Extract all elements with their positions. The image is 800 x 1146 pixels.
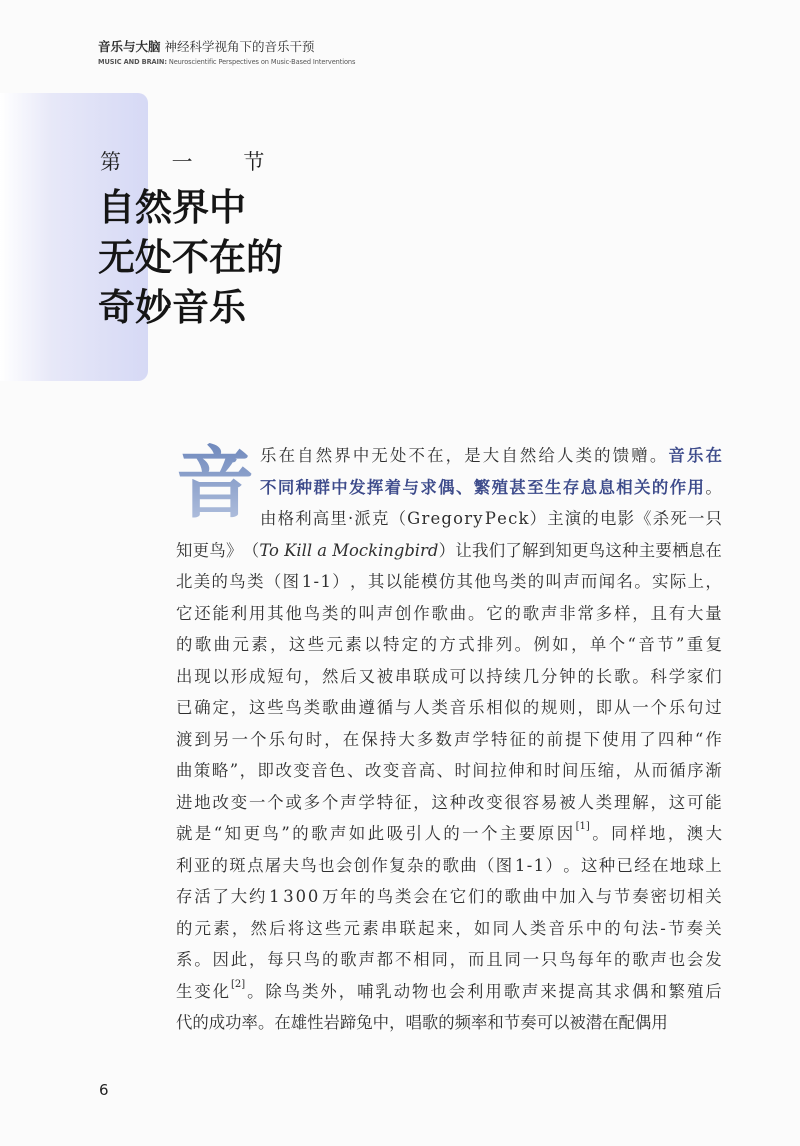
section-title-line: 奇妙音乐 bbox=[98, 286, 246, 329]
book-subtitle-en: Neuroscientific Perspectives on Music-Based Interventions bbox=[168, 58, 356, 66]
body-line: 北 美 的 鸟 类 （ 图 1 - 1 ） ， 其 以 能 模 仿 其 他 鸟 类 的 叫 声 而 闻 名 。 实 际 上 ， bbox=[176, 572, 722, 591]
body-text-segment: 代的成功率。在雄性岩蹄兔中，唱歌的频率和节奏可以被潜在配偶用 bbox=[176, 1013, 668, 1032]
body-line: 的 元 素 ， 然 后 将 这 些 元 素 串 联 起 来 ， 如 同 人 类 音 乐 中 的 句 法 - 节 奏 关 bbox=[176, 918, 722, 938]
section-label: 第 一 节 bbox=[100, 150, 287, 174]
running-header bbox=[98, 37, 355, 66]
body-text-segment: To Kill a Mockingbird bbox=[259, 540, 439, 560]
body-line: 利 亚 的 斑 点 屠 夫 鸟 也 会 创 作 复 杂 的 歌 曲 （ 图 1 - 1 ） 。 这 种 已 经 在 地 球 上 bbox=[176, 855, 722, 875]
body-line: 知 更 鸟 》 （ To Kill a Mockingbird ） 让 我 们 了 解 到 知 更 鸟 这 种 主 要 栖 息 在 bbox=[176, 535, 722, 567]
drop-cap: 音 bbox=[176, 439, 255, 529]
body-line: 曲 策 略 ” ， 即 改 变 音 色 、 改 变 音 高 、 时 间 拉 伸 和 时 间 压 缩 ， 从 而 循 序 渐 bbox=[176, 761, 722, 780]
book-title-cn: 音乐与大脑 bbox=[98, 39, 161, 54]
body-line: 乐 在 自 然 界 中 无 处 不 在 ， 是 大 自 然 给 人 类 的 馈 赠 。 音 乐 在 bbox=[260, 446, 722, 465]
book-subtitle-cn: 神经科学视角下的音乐干预 bbox=[164, 39, 315, 54]
section-title bbox=[98, 183, 283, 333]
book-title-en: MUSIC AND BRAIN: bbox=[98, 58, 167, 66]
citation-marker: [2] bbox=[230, 978, 246, 990]
page-number: 6 bbox=[99, 1081, 109, 1099]
section-title-line: 自然界中 bbox=[98, 186, 246, 229]
body-line: 不 同 种 群 中 发 挥 着 与 求 偶 、 繁 殖 甚 至 生 存 息 息 相 关 的 作 用 。 bbox=[260, 477, 722, 497]
body-line bbox=[176, 1007, 722, 1039]
body-line: 系 。 因 此 ， 每 只 鸟 的 歌 声 都 不 相 同 ， 而 且 同 一 只 鸟 每 年 的 歌 声 也 会 发 bbox=[176, 950, 722, 969]
body-line: 就 是 “ 知 更 鸟 ” 的 歌 声 如 此 吸 引 人 的 一 个 主 要 原 因 [1] 。 同 样 地 ， 澳 大 bbox=[176, 818, 722, 850]
body-line: 由 格 利 高 里 · 派 克 （ G r e g o r y P e c k ） 主 演 的 电 影 《 杀 死 一 只 bbox=[260, 509, 722, 528]
section-title-line: 无处不在的 bbox=[98, 236, 283, 279]
running-header-cn bbox=[98, 37, 355, 55]
body-line: 渡 到 另 一 个 乐 句 时 ， 在 保 持 大 多 数 声 学 特 征 的 前 提 下 使 用 了 四 种 “ 作 bbox=[176, 729, 722, 749]
body-line: 存 活 了 大 约 1 3 0 0 万 年 的 鸟 类 会 在 它 们 的 歌 曲 中 加 入 与 节 奏 密 切 相 关 bbox=[176, 887, 722, 906]
citation-marker: [1] bbox=[575, 821, 590, 832]
body-line: 已 确 定 ， 这 些 鸟 类 歌 曲 遵 循 与 人 类 音 乐 相 似 的 规 则 ， 即 从 一 个 乐 句 过 bbox=[176, 698, 722, 717]
body-paragraph bbox=[176, 440, 722, 1039]
body-line: 生 变 化 [2] 。 除 鸟 类 外 ， 哺 乳 动 物 也 会 利 用 歌 声 来 提 高 其 求 偶 和 繁 殖 后 bbox=[176, 976, 722, 1008]
running-header-en bbox=[98, 58, 355, 66]
body-line: 它 还 能 利 用 其 他 鸟 类 的 叫 声 创 作 歌 曲 。 它 的 歌 声 非 常 多 样 ， 且 有 大 量 bbox=[176, 603, 722, 623]
body-line: 的 歌 曲 元 素 ， 这 些 元 素 以 特 定 的 方 式 排 列 。 例 如 ， 单 个 “ 音 节 ” 重 复 bbox=[176, 635, 722, 654]
body-line: 进 地 改 变 一 个 或 多 个 声 学 特 征 ， 这 种 改 变 很 容 易 被 人 类 理 解 ， 这 可 能 bbox=[176, 792, 722, 812]
body-line: 出 现 以 形 成 短 句 ， 然 后 又 被 串 联 成 可 以 持 续 几 分 钟 的 长 歌 。 科 学 家 们 bbox=[176, 666, 722, 686]
